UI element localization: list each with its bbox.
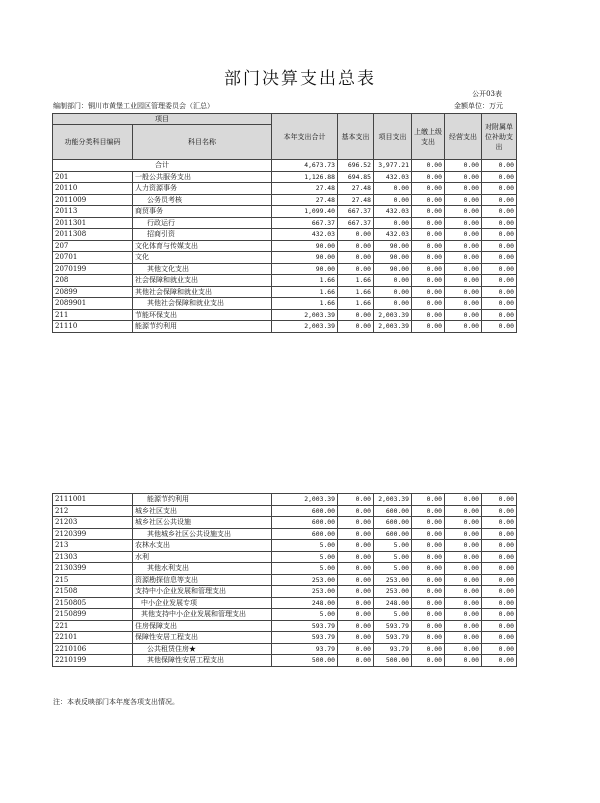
row-value: 0.00 bbox=[445, 240, 482, 252]
table-row bbox=[53, 540, 517, 552]
row-code: 208 bbox=[53, 275, 133, 287]
row-value: 1,099.40 bbox=[272, 206, 338, 218]
table-row bbox=[53, 194, 517, 206]
row-value: 0.00 bbox=[412, 171, 445, 183]
row-value: 600.00 bbox=[272, 517, 338, 529]
row-value: 593.79 bbox=[272, 620, 338, 632]
total-value: 3,977.21 bbox=[374, 160, 412, 172]
row-name: 其他保障性安居工程支出 bbox=[133, 655, 272, 667]
row-code: 21303 bbox=[53, 551, 133, 563]
table-row bbox=[53, 321, 517, 333]
expenditure-table-bottom bbox=[52, 493, 517, 667]
row-value: 253.00 bbox=[374, 574, 412, 586]
row-code: 2089901 bbox=[53, 298, 133, 310]
row-code: 2011301 bbox=[53, 217, 133, 229]
row-value: 0.00 bbox=[445, 309, 482, 321]
row-value: 593.79 bbox=[272, 632, 338, 644]
row-value: 0.00 bbox=[445, 252, 482, 264]
row-value: 0.00 bbox=[482, 620, 517, 632]
row-value: 2,003.39 bbox=[272, 494, 338, 506]
row-name: 保障性安居工程支出 bbox=[133, 632, 272, 644]
row-code: 2210106 bbox=[53, 643, 133, 655]
row-name: 文化体育与传媒支出 bbox=[133, 240, 272, 252]
page-title: 部门决算支出总表 bbox=[224, 69, 376, 89]
row-value: 0.00 bbox=[445, 194, 482, 206]
row-value: 0.00 bbox=[412, 517, 445, 529]
row-value: 0.00 bbox=[412, 586, 445, 598]
row-value: 667.37 bbox=[338, 217, 374, 229]
row-value: 0.00 bbox=[412, 574, 445, 586]
row-value: 5.00 bbox=[272, 540, 338, 552]
row-name: 其他城乡社区公共设施支出 bbox=[133, 528, 272, 540]
row-value: 0.00 bbox=[482, 574, 517, 586]
row-code: 201 bbox=[53, 171, 133, 183]
row-value: 432.03 bbox=[374, 229, 412, 241]
row-value: 0.00 bbox=[445, 632, 482, 644]
table-row bbox=[53, 563, 517, 575]
table-row bbox=[53, 528, 517, 540]
table-row bbox=[53, 574, 517, 586]
row-value: 2,003.39 bbox=[374, 494, 412, 506]
row-value: 432.03 bbox=[374, 206, 412, 218]
row-value: 0.00 bbox=[412, 194, 445, 206]
row-value: 90.00 bbox=[374, 263, 412, 275]
row-value: 0.00 bbox=[412, 309, 445, 321]
row-value: 0.00 bbox=[482, 206, 517, 218]
row-value: 1.66 bbox=[338, 286, 374, 298]
row-value: 5.00 bbox=[374, 540, 412, 552]
row-value: 0.00 bbox=[374, 183, 412, 195]
row-value: 0.00 bbox=[445, 217, 482, 229]
table-row bbox=[53, 217, 517, 229]
row-value: 0.00 bbox=[445, 517, 482, 529]
row-value: 1.66 bbox=[338, 275, 374, 287]
row-value: 0.00 bbox=[412, 643, 445, 655]
header-basic: 基本支出 bbox=[338, 114, 374, 160]
row-code: 215 bbox=[53, 574, 133, 586]
row-name: 公共租赁住房★ bbox=[133, 643, 272, 655]
row-value: 600.00 bbox=[374, 517, 412, 529]
row-value: 0.00 bbox=[482, 217, 517, 229]
row-name: 农林水支出 bbox=[133, 540, 272, 552]
row-code: 21110 bbox=[53, 321, 133, 333]
row-name: 文化 bbox=[133, 252, 272, 264]
row-value: 0.00 bbox=[482, 643, 517, 655]
row-value: 0.00 bbox=[374, 298, 412, 310]
row-value: 0.00 bbox=[445, 275, 482, 287]
total-value: 0.00 bbox=[482, 160, 517, 172]
row-value: 0.00 bbox=[445, 298, 482, 310]
row-value: 0.00 bbox=[412, 298, 445, 310]
row-value: 432.03 bbox=[272, 229, 338, 241]
row-value: 2,003.39 bbox=[374, 309, 412, 321]
header-subsidy: 对附属单位补助支出 bbox=[482, 114, 517, 160]
row-value: 0.00 bbox=[338, 321, 374, 333]
row-name: 能源节约利用 bbox=[133, 321, 272, 333]
row-value: 0.00 bbox=[482, 655, 517, 667]
row-code: 2150899 bbox=[53, 609, 133, 621]
expenditure-table-top bbox=[52, 113, 517, 333]
row-value: 0.00 bbox=[482, 171, 517, 183]
row-value: 0.00 bbox=[482, 298, 517, 310]
row-value: 0.00 bbox=[482, 632, 517, 644]
row-value: 0.00 bbox=[482, 609, 517, 621]
row-value: 0.00 bbox=[482, 309, 517, 321]
row-value: 0.00 bbox=[482, 263, 517, 275]
row-value: 27.48 bbox=[272, 194, 338, 206]
row-value: 0.00 bbox=[482, 252, 517, 264]
row-value: 0.00 bbox=[412, 275, 445, 287]
row-value: 0.00 bbox=[482, 551, 517, 563]
row-value: 0.00 bbox=[374, 194, 412, 206]
row-value: 0.00 bbox=[482, 528, 517, 540]
row-name: 资源勘探信息等支出 bbox=[133, 574, 272, 586]
row-value: 248.00 bbox=[272, 597, 338, 609]
row-code: 20701 bbox=[53, 252, 133, 264]
table-row bbox=[53, 171, 517, 183]
row-value: 0.00 bbox=[482, 540, 517, 552]
row-value: 0.00 bbox=[412, 240, 445, 252]
row-value: 0.00 bbox=[482, 321, 517, 333]
header-upper: 上缴上级支出 bbox=[412, 114, 445, 160]
row-value: 90.00 bbox=[374, 252, 412, 264]
row-value: 0.00 bbox=[482, 194, 517, 206]
row-name: 住房保障支出 bbox=[133, 620, 272, 632]
header-name: 科目名称 bbox=[133, 125, 272, 160]
row-name: 商贸事务 bbox=[133, 206, 272, 218]
row-value: 0.00 bbox=[482, 183, 517, 195]
row-value: 0.00 bbox=[412, 632, 445, 644]
row-value: 0.00 bbox=[445, 263, 482, 275]
row-value: 1.66 bbox=[272, 298, 338, 310]
row-value: 0.00 bbox=[338, 655, 374, 667]
row-value: 0.00 bbox=[482, 286, 517, 298]
header-project: 项目 bbox=[53, 114, 272, 125]
row-value: 253.00 bbox=[272, 574, 338, 586]
total-row bbox=[53, 160, 517, 172]
row-code: 2111001 bbox=[53, 494, 133, 506]
row-value: 0.00 bbox=[482, 563, 517, 575]
row-value: 0.00 bbox=[482, 586, 517, 598]
table-row bbox=[53, 206, 517, 218]
row-value: 0.00 bbox=[445, 563, 482, 575]
header-project-exp: 项目支出 bbox=[374, 114, 412, 160]
row-value: 0.00 bbox=[445, 206, 482, 218]
row-value: 0.00 bbox=[338, 528, 374, 540]
row-value: 93.79 bbox=[374, 643, 412, 655]
row-name: 中小企业发展专项 bbox=[133, 597, 272, 609]
row-value: 248.00 bbox=[374, 597, 412, 609]
row-value: 0.00 bbox=[445, 540, 482, 552]
row-value: 0.00 bbox=[412, 494, 445, 506]
row-value: 0.00 bbox=[445, 620, 482, 632]
table-row bbox=[53, 252, 517, 264]
row-value: 593.79 bbox=[374, 632, 412, 644]
row-name: 节能环保支出 bbox=[133, 309, 272, 321]
total-label: 合计 bbox=[53, 160, 272, 172]
row-value: 1,126.88 bbox=[272, 171, 338, 183]
row-value: 0.00 bbox=[412, 655, 445, 667]
row-name: 招商引资 bbox=[133, 229, 272, 241]
table-row bbox=[53, 655, 517, 667]
row-code: 20110 bbox=[53, 183, 133, 195]
table-row bbox=[53, 517, 517, 529]
table-row bbox=[53, 551, 517, 563]
row-value: 0.00 bbox=[412, 263, 445, 275]
row-value: 0.00 bbox=[412, 183, 445, 195]
row-name: 公务员考核 bbox=[133, 194, 272, 206]
row-value: 0.00 bbox=[482, 229, 517, 241]
row-value: 0.00 bbox=[338, 632, 374, 644]
row-value: 0.00 bbox=[445, 171, 482, 183]
row-value: 0.00 bbox=[412, 206, 445, 218]
row-value: 253.00 bbox=[272, 586, 338, 598]
row-code: 2150805 bbox=[53, 597, 133, 609]
row-value: 5.00 bbox=[374, 551, 412, 563]
table-row bbox=[53, 275, 517, 287]
row-value: 0.00 bbox=[412, 229, 445, 241]
row-value: 0.00 bbox=[412, 252, 445, 264]
row-value: 253.00 bbox=[374, 586, 412, 598]
row-value: 0.00 bbox=[445, 321, 482, 333]
row-code: 211 bbox=[53, 309, 133, 321]
row-code: 21203 bbox=[53, 517, 133, 529]
row-value: 5.00 bbox=[374, 563, 412, 575]
table-row bbox=[53, 609, 517, 621]
row-value: 0.00 bbox=[412, 563, 445, 575]
row-name: 能源节约利用 bbox=[133, 494, 272, 506]
row-value: 0.00 bbox=[412, 286, 445, 298]
row-value: 1.66 bbox=[272, 275, 338, 287]
row-value: 600.00 bbox=[374, 528, 412, 540]
row-code: 20113 bbox=[53, 206, 133, 218]
row-name: 其他支持中小企业发展和管理支出 bbox=[133, 609, 272, 621]
row-value: 0.00 bbox=[338, 551, 374, 563]
row-value: 0.00 bbox=[482, 517, 517, 529]
table-row bbox=[53, 620, 517, 632]
row-code: 20899 bbox=[53, 286, 133, 298]
row-name: 城乡社区公共设施 bbox=[133, 517, 272, 529]
table-row bbox=[53, 586, 517, 598]
row-value: 0.00 bbox=[338, 574, 374, 586]
row-name: 支持中小企业发展和管理支出 bbox=[133, 586, 272, 598]
row-value: 5.00 bbox=[374, 609, 412, 621]
row-value: 0.00 bbox=[338, 494, 374, 506]
row-value: 0.00 bbox=[338, 609, 374, 621]
row-value: 694.85 bbox=[338, 171, 374, 183]
row-value: 0.00 bbox=[445, 494, 482, 506]
row-value: 90.00 bbox=[374, 240, 412, 252]
row-value: 0.00 bbox=[338, 505, 374, 517]
row-value: 5.00 bbox=[272, 609, 338, 621]
row-value: 600.00 bbox=[374, 505, 412, 517]
row-value: 0.00 bbox=[338, 309, 374, 321]
row-value: 0.00 bbox=[445, 586, 482, 598]
row-value: 1.66 bbox=[272, 286, 338, 298]
row-value: 0.00 bbox=[445, 597, 482, 609]
row-name: 其他水利支出 bbox=[133, 563, 272, 575]
row-code: 212 bbox=[53, 505, 133, 517]
row-name: 其他文化支出 bbox=[133, 263, 272, 275]
row-value: 0.00 bbox=[482, 494, 517, 506]
row-value: 27.48 bbox=[338, 194, 374, 206]
row-code: 2011009 bbox=[53, 194, 133, 206]
row-value: 667.37 bbox=[272, 217, 338, 229]
row-code: 221 bbox=[53, 620, 133, 632]
row-value: 0.00 bbox=[338, 643, 374, 655]
row-value: 0.00 bbox=[338, 563, 374, 575]
table-row bbox=[53, 240, 517, 252]
row-value: 5.00 bbox=[272, 563, 338, 575]
table-row bbox=[53, 505, 517, 517]
row-value: 600.00 bbox=[272, 528, 338, 540]
row-value: 0.00 bbox=[338, 252, 374, 264]
row-value: 1.66 bbox=[338, 298, 374, 310]
row-value: 0.00 bbox=[338, 586, 374, 598]
row-value: 0.00 bbox=[374, 217, 412, 229]
row-value: 432.03 bbox=[374, 171, 412, 183]
header-total: 本年支出合计 bbox=[272, 114, 338, 160]
row-value: 27.48 bbox=[272, 183, 338, 195]
total-value: 4,673.73 bbox=[272, 160, 338, 172]
row-value: 0.00 bbox=[482, 597, 517, 609]
row-value: 93.79 bbox=[272, 643, 338, 655]
row-code: 2130399 bbox=[53, 563, 133, 575]
table-row bbox=[53, 632, 517, 644]
row-value: 0.00 bbox=[445, 609, 482, 621]
row-value: 0.00 bbox=[412, 505, 445, 517]
row-name: 人力资源事务 bbox=[133, 183, 272, 195]
table-row bbox=[53, 597, 517, 609]
row-value: 0.00 bbox=[445, 551, 482, 563]
row-value: 667.37 bbox=[338, 206, 374, 218]
row-value: 0.00 bbox=[445, 286, 482, 298]
total-value: 0.00 bbox=[445, 160, 482, 172]
table-row bbox=[53, 643, 517, 655]
row-value: 0.00 bbox=[338, 620, 374, 632]
table-row bbox=[53, 494, 517, 506]
row-name: 社会保障和就业支出 bbox=[133, 275, 272, 287]
row-value: 0.00 bbox=[338, 597, 374, 609]
row-value: 0.00 bbox=[338, 229, 374, 241]
row-value: 0.00 bbox=[482, 240, 517, 252]
row-code: 2011308 bbox=[53, 229, 133, 241]
row-value: 600.00 bbox=[272, 505, 338, 517]
table-row bbox=[53, 286, 517, 298]
row-name: 其他社会保障和就业支出 bbox=[133, 286, 272, 298]
row-name: 行政运行 bbox=[133, 217, 272, 229]
row-value: 90.00 bbox=[272, 240, 338, 252]
unit-label: 金额单位：万元 bbox=[454, 102, 503, 110]
row-value: 90.00 bbox=[272, 252, 338, 264]
row-value: 0.00 bbox=[412, 528, 445, 540]
row-code: 2120399 bbox=[53, 528, 133, 540]
row-name: 其他社会保障和就业支出 bbox=[133, 298, 272, 310]
row-value: 0.00 bbox=[412, 597, 445, 609]
total-value: 0.00 bbox=[412, 160, 445, 172]
row-value: 0.00 bbox=[412, 540, 445, 552]
row-value: 0.00 bbox=[445, 183, 482, 195]
row-code: 21508 bbox=[53, 586, 133, 598]
header-row-project bbox=[53, 114, 517, 125]
table-row bbox=[53, 298, 517, 310]
row-value: 0.00 bbox=[445, 505, 482, 517]
row-name: 城乡社区支出 bbox=[133, 505, 272, 517]
table-row bbox=[53, 309, 517, 321]
row-value: 0.00 bbox=[338, 240, 374, 252]
row-name: 水利 bbox=[133, 551, 272, 563]
form-number: 公开03表 bbox=[472, 90, 502, 98]
row-value: 0.00 bbox=[374, 275, 412, 287]
row-value: 5.00 bbox=[272, 551, 338, 563]
row-code: 22101 bbox=[53, 632, 133, 644]
row-value: 0.00 bbox=[445, 229, 482, 241]
row-value: 593.79 bbox=[374, 620, 412, 632]
row-code: 213 bbox=[53, 540, 133, 552]
table-row bbox=[53, 183, 517, 195]
row-value: 0.00 bbox=[412, 321, 445, 333]
row-value: 0.00 bbox=[412, 217, 445, 229]
row-code: 207 bbox=[53, 240, 133, 252]
row-value: 90.00 bbox=[272, 263, 338, 275]
row-value: 27.48 bbox=[338, 183, 374, 195]
row-value: 0.00 bbox=[412, 620, 445, 632]
row-value: 2,003.39 bbox=[374, 321, 412, 333]
row-value: 500.00 bbox=[272, 655, 338, 667]
row-value: 0.00 bbox=[412, 551, 445, 563]
row-value: 0.00 bbox=[445, 528, 482, 540]
row-value: 2,003.39 bbox=[272, 309, 338, 321]
row-code: 2210199 bbox=[53, 655, 133, 667]
header-business: 经营支出 bbox=[445, 114, 482, 160]
row-value: 0.00 bbox=[338, 540, 374, 552]
row-value: 0.00 bbox=[445, 574, 482, 586]
department-label: 编制部门：铜川市黄堡工业园区管理委员会（汇总） bbox=[53, 102, 214, 110]
row-value: 0.00 bbox=[412, 609, 445, 621]
total-value: 696.52 bbox=[338, 160, 374, 172]
row-code: 2070199 bbox=[53, 263, 133, 275]
table-note: 注：本表反映部门本年度各项支出情况。 bbox=[53, 698, 179, 706]
row-value: 500.00 bbox=[374, 655, 412, 667]
table-row bbox=[53, 229, 517, 241]
row-value: 0.00 bbox=[445, 655, 482, 667]
row-value: 0.00 bbox=[374, 286, 412, 298]
row-value: 0.00 bbox=[482, 275, 517, 287]
header-code: 功能分类科目编码 bbox=[53, 125, 133, 160]
row-name: 一般公共服务支出 bbox=[133, 171, 272, 183]
table-row bbox=[53, 263, 517, 275]
row-value: 0.00 bbox=[338, 263, 374, 275]
row-value: 0.00 bbox=[338, 517, 374, 529]
row-value: 2,003.39 bbox=[272, 321, 338, 333]
row-value: 0.00 bbox=[482, 505, 517, 517]
row-value: 0.00 bbox=[445, 643, 482, 655]
